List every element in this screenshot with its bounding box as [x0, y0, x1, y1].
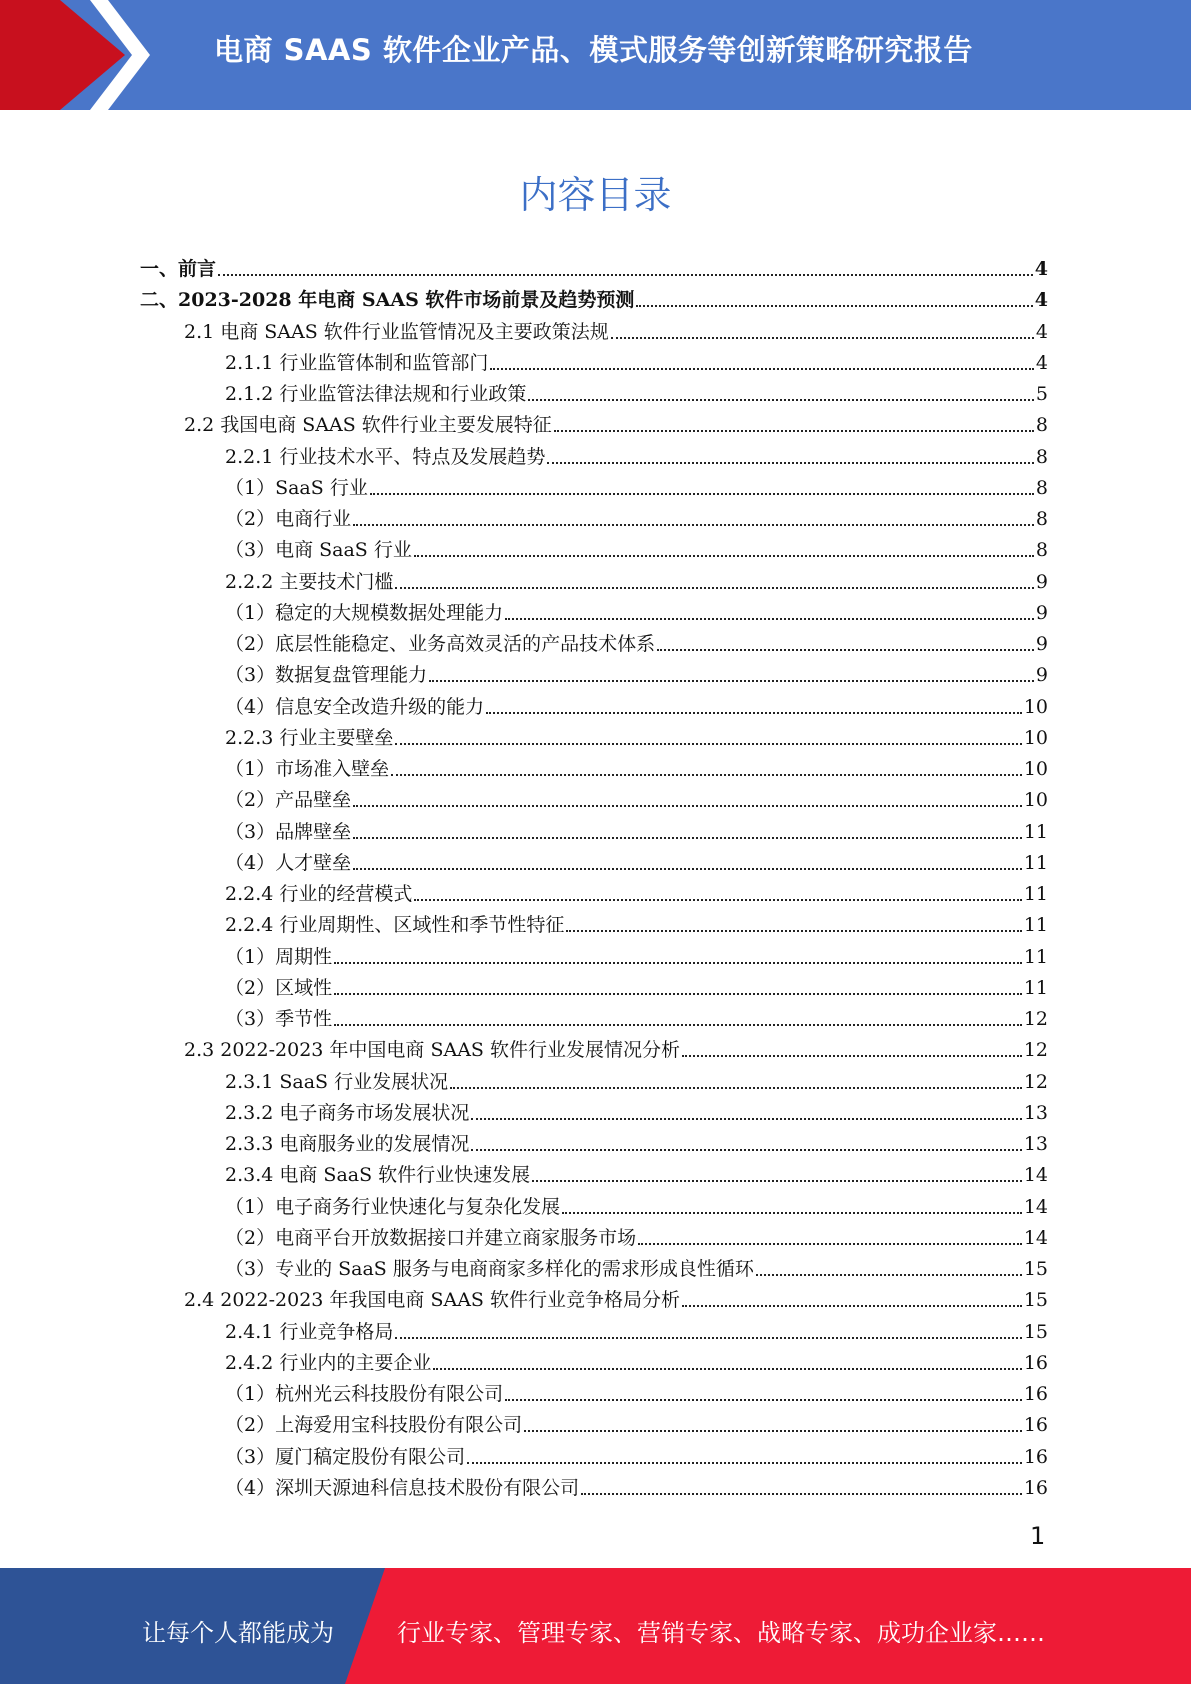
toc-entry-page: 9 [1035, 601, 1048, 624]
toc-entry-page: 16 [1023, 1445, 1048, 1468]
toc-dot-leader [490, 367, 1034, 370]
footer-slogan-left: 让每个人都能成为 [142, 1619, 334, 1647]
toc-entry[interactable] [140, 942, 1048, 973]
toc-dot-leader [636, 304, 1032, 307]
toc-dot-leader [334, 1023, 1022, 1026]
toc-dot-leader [471, 1117, 1021, 1120]
toc-entry-page: 14 [1023, 1226, 1048, 1249]
toc-entry[interactable] [140, 1410, 1048, 1441]
toc-dot-leader [391, 773, 1022, 776]
toc-dot-leader [450, 1086, 1022, 1089]
toc-dot-leader [505, 617, 1034, 620]
toc-entry-text: 2.2.1 行业技术水平、特点及发展趋势 [225, 445, 546, 468]
toc-entry[interactable] [140, 1160, 1048, 1191]
toc-dot-leader [414, 898, 1021, 901]
toc-entry-page: 12 [1023, 1070, 1048, 1093]
toc-entry-text: 2.2.4 行业周期性、区域性和季节性特征 [225, 914, 565, 937]
toc-entry-page: 13 [1023, 1101, 1048, 1124]
header-band [0, 0, 1191, 110]
toc-entry-page: 5 [1035, 383, 1048, 406]
toc-entry-page: 12 [1023, 1008, 1048, 1031]
toc-entry-page: 9 [1035, 570, 1048, 593]
toc-entry-page: 11 [1023, 976, 1048, 999]
toc-entry[interactable] [140, 692, 1048, 723]
toc-entry[interactable] [140, 567, 1048, 598]
toc-dot-leader [471, 1148, 1021, 1151]
toc-dot-leader [353, 804, 1022, 807]
toc-dot-leader [682, 1054, 1022, 1057]
footer-band [0, 1568, 1191, 1684]
toc-entry[interactable] [140, 1067, 1048, 1098]
toc-dot-leader [611, 336, 1034, 339]
toc-entry[interactable] [140, 785, 1048, 816]
toc-entry[interactable] [140, 317, 1048, 348]
toc-dot-leader [334, 992, 1022, 995]
table-of-contents [140, 254, 1048, 1504]
toc-entry-text: （2）区域性 [225, 976, 333, 999]
toc-entry-text: （1）电子商务行业快速化与复杂化发展 [225, 1195, 561, 1218]
toc-entry-page: 8 [1035, 508, 1048, 531]
toc-entry-page: 12 [1023, 1039, 1048, 1062]
toc-entry-text: 2.3 2022-2023 年中国电商 SAAS 软件行业发展情况分析 [184, 1039, 680, 1062]
toc-entry-page: 11 [1023, 851, 1048, 874]
toc-dot-leader [524, 1429, 1022, 1432]
toc-entry[interactable] [140, 848, 1048, 879]
toc-entry-page: 13 [1023, 1133, 1048, 1156]
toc-entry-text: （2）产品壁垒 [225, 789, 352, 812]
toc-entry-text: 2.3.4 电商 SaaS 软件行业快速发展 [225, 1164, 531, 1187]
toc-entry-text: 2.4.1 行业竞争格局 [225, 1320, 394, 1343]
toc-entry-text: （4）信息安全改造升级的能力 [225, 695, 485, 718]
toc-dot-leader [353, 867, 1022, 870]
toc-entry[interactable] [140, 973, 1048, 1004]
toc-entry-text: 2.2 我国电商 SAAS 软件行业主要发展特征 [184, 414, 552, 437]
page-number: 1 [1030, 1522, 1046, 1550]
toc-entry-page: 8 [1035, 539, 1048, 562]
toc-dot-leader [218, 273, 1033, 276]
toc-dot-leader [638, 1242, 1022, 1245]
report-title: 电商 SAAS 软件企业产品、模式服务等创新策略研究报告 [214, 33, 973, 67]
toc-entry-text: （1）SaaS 行业 [225, 476, 368, 499]
toc-entry-page: 15 [1023, 1320, 1048, 1343]
toc-entry-page: 14 [1023, 1195, 1048, 1218]
toc-entry-text: 2.2.3 行业主要壁垒 [225, 726, 394, 749]
toc-entry-page: 8 [1035, 445, 1048, 468]
toc-entry[interactable] [140, 348, 1048, 379]
toc-entry[interactable] [140, 879, 1048, 910]
toc-dot-leader [581, 1492, 1022, 1495]
toc-entry-text: 2.2.2 主要技术门槛 [225, 570, 394, 593]
toc-entry-page: 4 [1035, 320, 1048, 343]
toc-entry-text: （2）电商平台开放数据接口并建立商家服务市场 [225, 1226, 637, 1249]
toc-entry-text: （1）市场准入壁垒 [225, 758, 390, 781]
toc-entry-text: 2.4.2 行业内的主要企业 [225, 1351, 432, 1374]
toc-entry[interactable] [140, 535, 1048, 566]
toc-entry-page: 14 [1023, 1164, 1048, 1187]
toc-entry[interactable] [140, 660, 1048, 691]
toc-entry-text: （1）稳定的大规模数据处理能力 [225, 601, 504, 624]
toc-entry-page: 11 [1023, 914, 1048, 937]
toc-entry-text: 2.3.3 电商服务业的发展情况 [225, 1133, 470, 1156]
toc-entry[interactable] [140, 1254, 1048, 1285]
toc-entry-text: （3）季节性 [225, 1008, 333, 1031]
toc-entry-page: 10 [1023, 695, 1048, 718]
toc-entry-text: 2.1 电商 SAAS 软件行业监管情况及主要政策法规 [184, 320, 609, 343]
toc-entry-text: （2）底层性能稳定、业务高效灵活的产品技术体系 [225, 633, 656, 656]
toc-entry-text: 2.3.1 SaaS 行业发展状况 [225, 1070, 449, 1093]
toc-dot-leader [395, 742, 1021, 745]
toc-entry[interactable] [140, 1223, 1048, 1254]
toc-entry-text: 2.2.4 行业的经营模式 [225, 883, 413, 906]
toc-dot-leader [657, 648, 1034, 651]
toc-entry-page: 11 [1023, 820, 1048, 843]
toc-entry-page: 10 [1023, 789, 1048, 812]
toc-dot-leader [334, 961, 1022, 964]
toc-entry[interactable] [140, 504, 1048, 535]
toc-entry-page: 15 [1023, 1258, 1048, 1281]
toc-entry[interactable] [140, 1317, 1048, 1348]
toc-dot-leader [682, 1304, 1022, 1307]
toc-entry-page: 10 [1023, 758, 1048, 781]
toc-entry[interactable] [140, 442, 1048, 473]
toc-entry-text: （3）数据复盘管理能力 [225, 664, 428, 687]
toc-entry-page: 16 [1023, 1414, 1048, 1437]
toc-entry-text: （3）厦门稿定股份有限公司 [225, 1445, 466, 1468]
toc-entry-text: 2.1.2 行业监管法律法规和行业政策 [225, 383, 527, 406]
toc-dot-leader [433, 1367, 1021, 1370]
toc-entry[interactable] [140, 1379, 1048, 1410]
toc-entry[interactable] [140, 1192, 1048, 1223]
toc-entry-text: （2）电商行业 [225, 508, 352, 531]
toc-entry-text: 一、前言 [140, 258, 217, 281]
toc-dot-leader [486, 711, 1022, 714]
toc-dot-leader [414, 554, 1034, 557]
toc-dot-leader [370, 492, 1034, 495]
toc-entry[interactable] [140, 1473, 1048, 1504]
toc-entry-page: 11 [1023, 883, 1048, 906]
toc-dot-leader [505, 1398, 1022, 1401]
toc-entry[interactable] [140, 910, 1048, 941]
toc-entry-page: 9 [1035, 664, 1048, 687]
toc-entry-page: 4 [1034, 258, 1048, 281]
toc-entry[interactable] [140, 1098, 1048, 1129]
toc-entry-page: 8 [1035, 476, 1048, 499]
toc-dot-leader [395, 586, 1034, 589]
toc-dot-leader [429, 679, 1034, 682]
toc-entry-page: 11 [1023, 945, 1048, 968]
toc-dot-leader [353, 523, 1034, 526]
toc-entry-page: 16 [1023, 1351, 1048, 1374]
toc-entry-page: 8 [1035, 414, 1048, 437]
toc-entry[interactable] [140, 1129, 1048, 1160]
toc-dot-leader [467, 1461, 1022, 1464]
toc-entry[interactable] [140, 817, 1048, 848]
toc-entry[interactable] [140, 629, 1048, 660]
toc-entry[interactable] [140, 754, 1048, 785]
toc-dot-leader [528, 398, 1034, 401]
toc-entry[interactable] [140, 1348, 1048, 1379]
toc-dot-leader [395, 1336, 1021, 1339]
toc-entry-text: 二、2023-2028 年电商 SAAS 软件市场前景及趋势预测 [140, 289, 635, 312]
toc-entry-text: （3）电商 SaaS 行业 [225, 539, 412, 562]
toc-entry-text: （4）深圳天源迪科信息技术股份有限公司 [225, 1476, 580, 1499]
toc-entry[interactable] [140, 285, 1048, 316]
toc-entry[interactable] [140, 598, 1048, 629]
toc-entry-text: 2.1.1 行业监管体制和监管部门 [225, 351, 489, 374]
toc-dot-leader [566, 929, 1021, 932]
toc-entry[interactable] [140, 1004, 1048, 1035]
toc-entry[interactable] [140, 410, 1048, 441]
toc-entry-page: 16 [1023, 1383, 1048, 1406]
toc-entry-page: 10 [1023, 726, 1048, 749]
toc-entry[interactable] [140, 473, 1048, 504]
toc-entry-page: 4 [1034, 289, 1048, 312]
toc-entry-text: （1）周期性 [225, 945, 333, 968]
toc-dot-leader [353, 836, 1022, 839]
toc-entry-page: 16 [1023, 1476, 1048, 1499]
footer-slogan-right: 行业专家、管理专家、营销专家、战略专家、成功企业家…… [397, 1619, 1045, 1647]
toc-entry[interactable] [140, 254, 1048, 285]
toc-dot-leader [756, 1273, 1022, 1276]
toc-dot-leader [547, 461, 1034, 464]
toc-entry-text: 2.3.2 电子商务市场发展状况 [225, 1101, 470, 1124]
toc-entry[interactable] [140, 1285, 1048, 1316]
toc-dot-leader [554, 429, 1034, 432]
toc-dot-leader [562, 1211, 1022, 1214]
toc-entry-page: 4 [1035, 351, 1048, 374]
toc-entry[interactable] [140, 723, 1048, 754]
toc-title: 内容目录 [519, 173, 672, 217]
toc-entry-text: （4）人才壁垒 [225, 851, 352, 874]
toc-entry-text: （2）上海爱用宝科技股份有限公司 [225, 1414, 523, 1437]
toc-entry[interactable] [140, 1035, 1048, 1066]
toc-entry-page: 9 [1035, 633, 1048, 656]
toc-entry[interactable] [140, 379, 1048, 410]
toc-entry-page: 15 [1023, 1289, 1048, 1312]
toc-entry-text: （1）杭州光云科技股份有限公司 [225, 1383, 504, 1406]
toc-entry[interactable] [140, 1442, 1048, 1473]
toc-dot-leader [532, 1179, 1022, 1182]
toc-entry-text: （3）品牌壁垒 [225, 820, 352, 843]
toc-entry-text: 2.4 2022-2023 年我国电商 SAAS 软件行业竞争格局分析 [184, 1289, 680, 1312]
toc-entry-text: （3）专业的 SaaS 服务与电商商家多样化的需求形成良性循环 [225, 1258, 754, 1281]
